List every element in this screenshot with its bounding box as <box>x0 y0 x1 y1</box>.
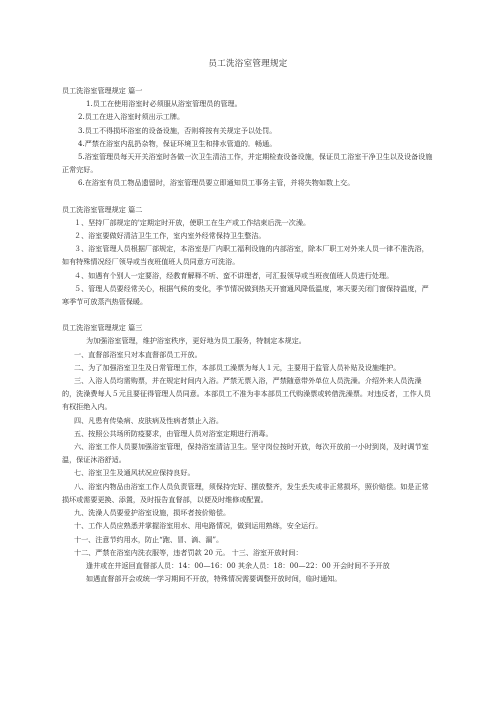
paragraph: 一、直督部浴室只对本直督部员工开放。 <box>74 349 202 359</box>
paragraph: ２、浴室要做好清洁卫生工作，室内室外经常保持卫生整洁。 <box>74 231 266 241</box>
paragraph: 为加强浴室管理，维护浴室秩序，更好地为员工服务，特制定本规定。 <box>86 336 306 346</box>
paragraph: 七、浴室卫生及通风状况应保持良好。 <box>74 468 195 478</box>
paragraph: ５、管理人员要经常关心，根据气候的变化，季节情况做到热天开窗通风降低温度，寒天要关闭门窗保持温度，严寒季节可放蒸汽热管保暖。 <box>62 283 429 307</box>
paragraph: 八、浴室内物品由浴室工作人员负责管理，须保持完好、摆放整齐，发生丢失或非正常损坏，照价赔偿。如是正常损坏或需要更换、添置，及时报告直督部，以便及时维修或配置。 <box>62 481 429 504</box>
paragraph: 四、凡患有传染病、皮肤病及性病者禁止入浴。 <box>74 415 223 425</box>
section-heading: 员工洗浴室管理规定 篇三 <box>62 323 143 333</box>
paragraph: ４、如遇有个别人一定要浴，经教育解释不听、蛮不讲理者，可汇报领导或当班夜值班人员进行处理。 <box>74 270 394 280</box>
paragraph: 6.在浴室有员工物品遗留时，浴室管理员要立即通知员工事务主管，并将失物如数上交。 <box>78 178 355 188</box>
paragraph: 3.员工不得损坏浴室的设备设施，否则将按有关规定予以处罚。 <box>78 125 277 135</box>
paragraph: 二、为了加强浴室卫生及日常管理工作，本部员工澡票为每人１元，主要用于监管人员补贴及设施维护。 <box>74 362 401 372</box>
paragraph: 4.严禁在浴室内乱扔杂物，保证环境卫生和排水管道的．畅通。 <box>78 138 277 148</box>
paragraph: 六、浴室工作人员要加强浴室管理，保持浴室清洁卫生。坚守岗位按时开放，每次开放前一小时到岗，及时调节室温，保证沐浴舒适。 <box>62 442 429 465</box>
section-heading: 员工洗浴室管理规定 篇一 <box>62 86 143 95</box>
paragraph: 5.浴室管理员每天开关浴室时各做一次卫生清洁工作，并定期检查设备设施，保证员工浴室干净卫生以及设备设施正常完好。 <box>62 152 433 175</box>
document-title: 员工洗浴室管理规定 <box>208 59 288 69</box>
paragraph: 2.员工在进入浴室时须出示工牌。 <box>78 112 185 122</box>
paragraph: ３、浴室管理人员根据厂部规定，本浴室是厂内职工福利设施的内部浴室，除本厂职工对外来人员一律不准洗浴，如有特殊情况经厂领导或当夜班值班人员同意方可洗浴。 <box>62 244 429 267</box>
paragraph: 如遇直督部开会或统一学习期间不开放，特殊情况需要调整开放时间，临时通知。 <box>86 574 342 584</box>
paragraph: 逢井或在井返回直督部人员：14：00—16：00 其余人员：18：00—22：00 开会时间不予开放 <box>86 560 390 570</box>
paragraph: 十一、注意节约用水，防止“跑、冒、滴、漏”。 <box>74 534 224 544</box>
paragraph: 1.员工在使用浴室时必须服从浴室管理员的管理。 <box>86 99 242 109</box>
paragraph: 五、按照公共场所防疫要求，由管理人员对浴室定期进行消毒。 <box>74 428 273 438</box>
paragraph: 十二、严禁在浴室内洗衣服等，违者罚款 20 元。 十三、浴室开放时间： <box>74 547 303 557</box>
section-heading: 员工洗浴室管理规定 篇二 <box>62 204 143 214</box>
document-body <box>62 84 434 585</box>
paragraph: 三、入浴人员均需购票，并在规定时间内入浴。严禁无票入浴，严禁随意带外单位人员洗澡。介绍外来人员洗澡的，洗澡费每人５元且要征得管理人员同意。本部员工不准为非本部员工代购澡票或转借洗澡票。对违反者，工作人员有权拒绝入内。 <box>62 376 431 412</box>
paragraph: １、坚持厂部规定的'定期定时开放，使职工在生产或工作结束后洗一次澡。 <box>74 217 311 227</box>
paragraph: 九、洗澡人员要爱护浴室设施，损坏者按价赔偿。 <box>74 508 231 518</box>
paragraph: 十、工作人员应熟悉并掌握浴室用水、用电路情况，做到运用熟练，安全运行。 <box>74 521 323 531</box>
